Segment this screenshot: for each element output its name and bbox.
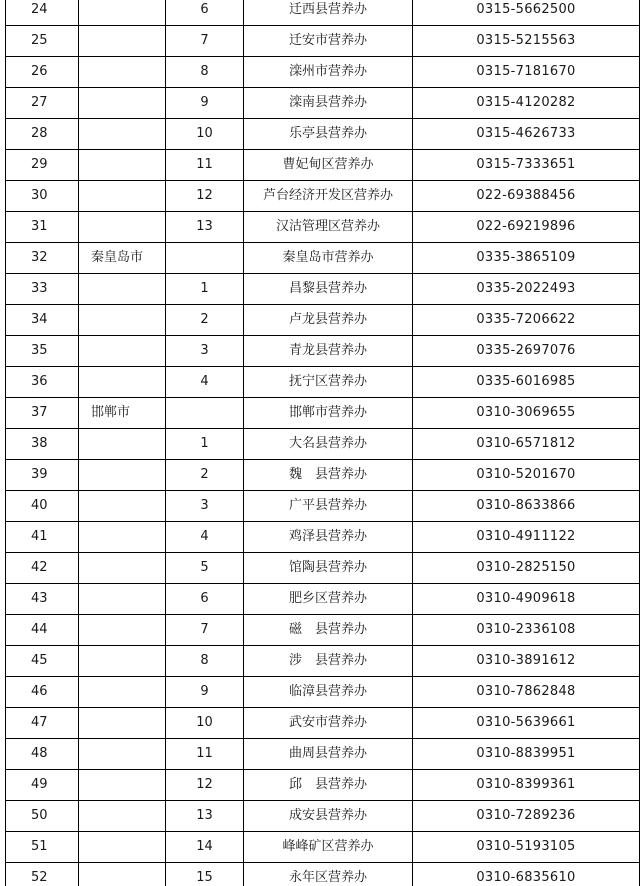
- table-row: [6, 0, 640, 26]
- sub-index-cell: 2: [166, 460, 244, 491]
- phone-number-cell: 0310-8399361: [413, 770, 640, 801]
- city-cell: [79, 429, 166, 460]
- row-number-cell: 30: [6, 181, 79, 212]
- office-name-cell: 青龙县营养办: [244, 336, 413, 367]
- row-number-cell: 49: [6, 770, 79, 801]
- row-number-cell: 27: [6, 88, 79, 119]
- office-name-cell: 曹妃甸区营养办: [244, 150, 413, 181]
- row-number-cell: 50: [6, 801, 79, 832]
- row-number-cell: 44: [6, 615, 79, 646]
- table-row: [6, 305, 640, 336]
- table-row: [6, 801, 640, 832]
- sub-index-cell: 14: [166, 832, 244, 863]
- phone-number-cell: 0315-7181670: [413, 57, 640, 88]
- table-row: [6, 181, 640, 212]
- table-row: [6, 770, 640, 801]
- phone-number-cell: 0315-4626733: [413, 119, 640, 150]
- office-name-cell: 邯郸市营养办: [244, 398, 413, 429]
- office-name-cell: 涉 县营养办: [244, 646, 413, 677]
- office-name-cell: 魏 县营养办: [244, 460, 413, 491]
- phone-number-cell: 0310-3069655: [413, 398, 640, 429]
- office-name-cell: 芦台经济开发区营养办: [244, 181, 413, 212]
- office-name-cell: 临漳县营养办: [244, 677, 413, 708]
- phone-number-cell: 0310-8633866: [413, 491, 640, 522]
- table-row: [6, 57, 640, 88]
- row-number-cell: 45: [6, 646, 79, 677]
- sub-index-cell: 4: [166, 522, 244, 553]
- office-name-cell: 鸡泽县营养办: [244, 522, 413, 553]
- phone-number-cell: 0315-4120282: [413, 88, 640, 119]
- city-cell: [79, 57, 166, 88]
- sub-index-cell: 15: [166, 863, 244, 886]
- row-number-cell: 41: [6, 522, 79, 553]
- office-name-cell: 成安县营养办: [244, 801, 413, 832]
- sub-index-cell: 11: [166, 150, 244, 181]
- city-cell: [79, 367, 166, 398]
- sub-index-cell: 4: [166, 367, 244, 398]
- row-number-cell: 46: [6, 677, 79, 708]
- row-number-cell: 24: [6, 0, 79, 26]
- table-row: [6, 553, 640, 584]
- phone-number-cell: 0315-5215563: [413, 26, 640, 57]
- city-cell: [79, 212, 166, 243]
- table-row: [6, 460, 640, 491]
- office-name-cell: 迁西县营养办: [244, 0, 413, 26]
- phone-number-cell: 0310-2336108: [413, 615, 640, 646]
- row-number-cell: 52: [6, 863, 79, 886]
- phone-number-cell: 0310-6571812: [413, 429, 640, 460]
- sub-index-cell: 13: [166, 801, 244, 832]
- city-cell: 邯郸市: [79, 398, 166, 429]
- row-number-cell: 37: [6, 398, 79, 429]
- sub-index-cell: 3: [166, 491, 244, 522]
- row-number-cell: 47: [6, 708, 79, 739]
- sub-index-cell: 13: [166, 212, 244, 243]
- sub-index-cell: 1: [166, 429, 244, 460]
- sub-index-cell: 9: [166, 677, 244, 708]
- city-cell: [79, 770, 166, 801]
- city-cell: [79, 615, 166, 646]
- office-name-cell: 磁 县营养办: [244, 615, 413, 646]
- city-cell: [79, 832, 166, 863]
- phone-number-cell: 0310-5639661: [413, 708, 640, 739]
- table-row: [6, 274, 640, 305]
- phone-number-cell: 0310-5193105: [413, 832, 640, 863]
- sub-index-cell: 5: [166, 553, 244, 584]
- table-row: [6, 336, 640, 367]
- sub-index-cell: 8: [166, 646, 244, 677]
- phone-number-cell: 0335-7206622: [413, 305, 640, 336]
- phone-number-cell: 0335-6016985: [413, 367, 640, 398]
- table-row: [6, 708, 640, 739]
- city-cell: [79, 119, 166, 150]
- phone-number-cell: 0335-2022493: [413, 274, 640, 305]
- city-cell: [79, 801, 166, 832]
- office-name-cell: 抚宁区营养办: [244, 367, 413, 398]
- city-cell: 秦皇岛市: [79, 243, 166, 274]
- sub-index-cell: [166, 243, 244, 274]
- phone-number-cell: 0310-6835610: [413, 863, 640, 886]
- sub-index-cell: 1: [166, 274, 244, 305]
- sub-index-cell: 6: [166, 0, 244, 26]
- row-number-cell: 40: [6, 491, 79, 522]
- city-cell: [79, 646, 166, 677]
- city-cell: [79, 305, 166, 336]
- table-row: [6, 88, 640, 119]
- office-name-cell: 邱 县营养办: [244, 770, 413, 801]
- row-number-cell: 25: [6, 26, 79, 57]
- sub-index-cell: 9: [166, 88, 244, 119]
- city-cell: [79, 26, 166, 57]
- table-row: [6, 367, 640, 398]
- office-name-cell: 卢龙县营养办: [244, 305, 413, 336]
- row-number-cell: 42: [6, 553, 79, 584]
- row-number-cell: 39: [6, 460, 79, 491]
- row-number-cell: 34: [6, 305, 79, 336]
- sub-index-cell: 11: [166, 739, 244, 770]
- table-row: [6, 522, 640, 553]
- city-cell: [79, 336, 166, 367]
- table-row: [6, 677, 640, 708]
- office-name-cell: 迁安市营养办: [244, 26, 413, 57]
- row-number-cell: 48: [6, 739, 79, 770]
- sub-index-cell: 8: [166, 57, 244, 88]
- city-cell: [79, 584, 166, 615]
- city-cell: [79, 274, 166, 305]
- office-name-cell: 滦南县营养办: [244, 88, 413, 119]
- row-number-cell: 26: [6, 57, 79, 88]
- table-body: [6, 0, 640, 886]
- row-number-cell: 36: [6, 367, 79, 398]
- office-name-cell: 馆陶县营养办: [244, 553, 413, 584]
- table-row: [6, 26, 640, 57]
- row-number-cell: 35: [6, 336, 79, 367]
- phone-number-cell: 0310-7862848: [413, 677, 640, 708]
- table-row: [6, 398, 640, 429]
- city-cell: [79, 0, 166, 26]
- office-name-cell: 永年区营养办: [244, 863, 413, 886]
- phone-number-cell: 022-69388456: [413, 181, 640, 212]
- table-row: [6, 739, 640, 770]
- office-name-cell: 武安市营养办: [244, 708, 413, 739]
- phone-number-cell: 0335-3865109: [413, 243, 640, 274]
- row-number-cell: 33: [6, 274, 79, 305]
- sub-index-cell: 12: [166, 770, 244, 801]
- nutrition-office-contact-table: [5, 0, 640, 886]
- table-row: [6, 243, 640, 274]
- city-cell: [79, 460, 166, 491]
- office-name-cell: 肥乡区营养办: [244, 584, 413, 615]
- phone-number-cell: 0310-8839951: [413, 739, 640, 770]
- phone-number-cell: 0335-2697076: [413, 336, 640, 367]
- table-row: [6, 429, 640, 460]
- sub-index-cell: [166, 398, 244, 429]
- phone-number-cell: 0310-7289236: [413, 801, 640, 832]
- office-name-cell: 曲周县营养办: [244, 739, 413, 770]
- table-row: [6, 584, 640, 615]
- phone-number-cell: 022-69219896: [413, 212, 640, 243]
- office-name-cell: 滦州市营养办: [244, 57, 413, 88]
- city-cell: [79, 150, 166, 181]
- city-cell: [79, 181, 166, 212]
- sub-index-cell: 2: [166, 305, 244, 336]
- row-number-cell: 43: [6, 584, 79, 615]
- row-number-cell: 28: [6, 119, 79, 150]
- sub-index-cell: 10: [166, 119, 244, 150]
- table-row: [6, 150, 640, 181]
- phone-number-cell: 0310-2825150: [413, 553, 640, 584]
- row-number-cell: 51: [6, 832, 79, 863]
- row-number-cell: 31: [6, 212, 79, 243]
- sub-index-cell: 3: [166, 336, 244, 367]
- city-cell: [79, 88, 166, 119]
- phone-number-cell: 0315-5662500: [413, 0, 640, 26]
- table-row: [6, 491, 640, 522]
- phone-number-cell: 0310-5201670: [413, 460, 640, 491]
- office-name-cell: 大名县营养办: [244, 429, 413, 460]
- office-name-cell: 乐亭县营养办: [244, 119, 413, 150]
- sub-index-cell: 7: [166, 26, 244, 57]
- phone-number-cell: 0315-7333651: [413, 150, 640, 181]
- table-row: [6, 119, 640, 150]
- sub-index-cell: 6: [166, 584, 244, 615]
- city-cell: [79, 522, 166, 553]
- table-row: [6, 646, 640, 677]
- phone-number-cell: 0310-4909618: [413, 584, 640, 615]
- office-name-cell: 汉沽管理区营养办: [244, 212, 413, 243]
- phone-number-cell: 0310-3891612: [413, 646, 640, 677]
- row-number-cell: 29: [6, 150, 79, 181]
- table-row: [6, 212, 640, 243]
- office-name-cell: 广平县营养办: [244, 491, 413, 522]
- sub-index-cell: 12: [166, 181, 244, 212]
- row-number-cell: 38: [6, 429, 79, 460]
- row-number-cell: 32: [6, 243, 79, 274]
- office-name-cell: 昌黎县营养办: [244, 274, 413, 305]
- office-name-cell: 峰峰矿区营养办: [244, 832, 413, 863]
- office-name-cell: 秦皇岛市营养办: [244, 243, 413, 274]
- city-cell: [79, 739, 166, 770]
- sub-index-cell: 10: [166, 708, 244, 739]
- city-cell: [79, 677, 166, 708]
- table-row: [6, 615, 640, 646]
- city-cell: [79, 863, 166, 886]
- table-row: [6, 863, 640, 886]
- city-cell: [79, 491, 166, 522]
- phone-number-cell: 0310-4911122: [413, 522, 640, 553]
- city-cell: [79, 708, 166, 739]
- city-cell: [79, 553, 166, 584]
- table-row: [6, 832, 640, 863]
- sub-index-cell: 7: [166, 615, 244, 646]
